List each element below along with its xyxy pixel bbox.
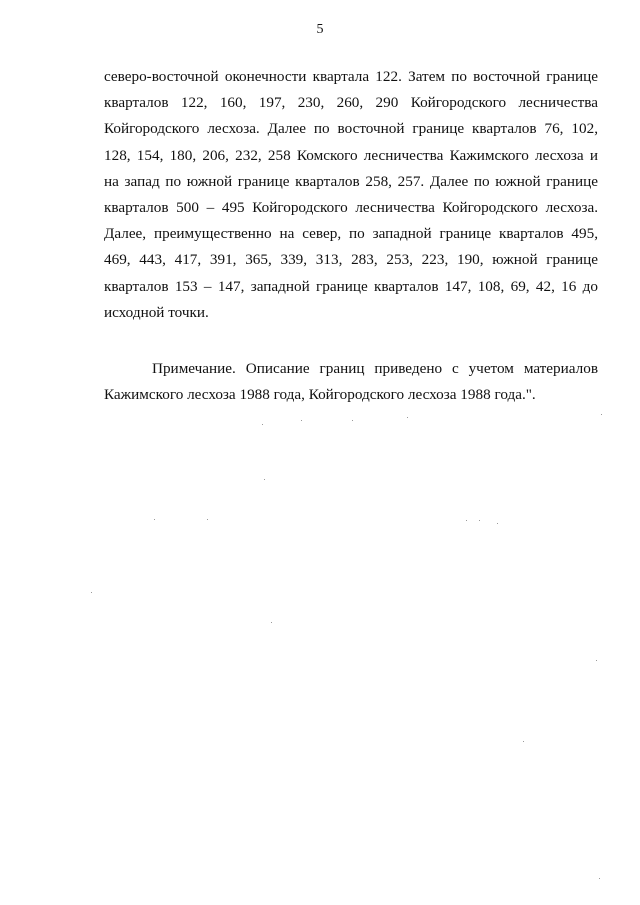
scan-speck [523,741,524,742]
scan-speck [497,523,498,524]
note-line: Кажимского лесхоза 1988 года, Койгородского лесхоза 1988 года.". [104,386,536,404]
note-paragraph [104,356,598,408]
scan-speck [596,660,597,661]
scan-speck [91,592,92,593]
text-line: на запад по южной границе кварталов 258, 257. Далее по южной границе [104,172,598,190]
text-line: Койгородского лесхоза. Далее по восточной границе кварталов 76, 102, [104,120,598,138]
text-line: кварталов 122, 160, 197, 230, 260, 290 Койгородского лесничества [104,94,598,112]
text-line: кварталов 153 – 147, западной границе кварталов 147, 108, 69, 42, 16 до [104,277,598,295]
scan-speck [301,420,302,421]
scan-speck [407,417,408,418]
note-line: Примечание. Описание границ приведено с учетом материалов [152,360,598,377]
scan-speck [466,520,467,521]
scan-speck [154,519,155,520]
text-line: кварталов 500 – 495 Койгородского лесничества Койгородского лесхоза. [104,199,598,217]
scan-speck [479,520,480,521]
text-line: 469, 443, 417, 391, 365, 339, 313, 283, 253, 223, 190, южной границе [104,251,598,269]
scan-speck [352,420,353,421]
text-line: северо-восточной оконечности квартала 122. Затем по восточной границе [104,68,598,85]
page-number: 5 [316,22,324,37]
scan-speck [601,414,602,415]
scan-speck [262,424,263,425]
scan-speck [264,479,265,480]
text-line: исходной точки. [104,303,209,321]
text-line: Далее, преимущественно на север, по западной границе кварталов 495, [104,225,598,243]
main-paragraph [104,64,598,326]
scan-speck [271,622,272,623]
scan-speck [207,519,208,520]
text-line: 128, 154, 180, 206, 232, 258 Комского лесничества Кажимского лесхоза и [104,146,598,164]
scan-speck [599,878,600,879]
